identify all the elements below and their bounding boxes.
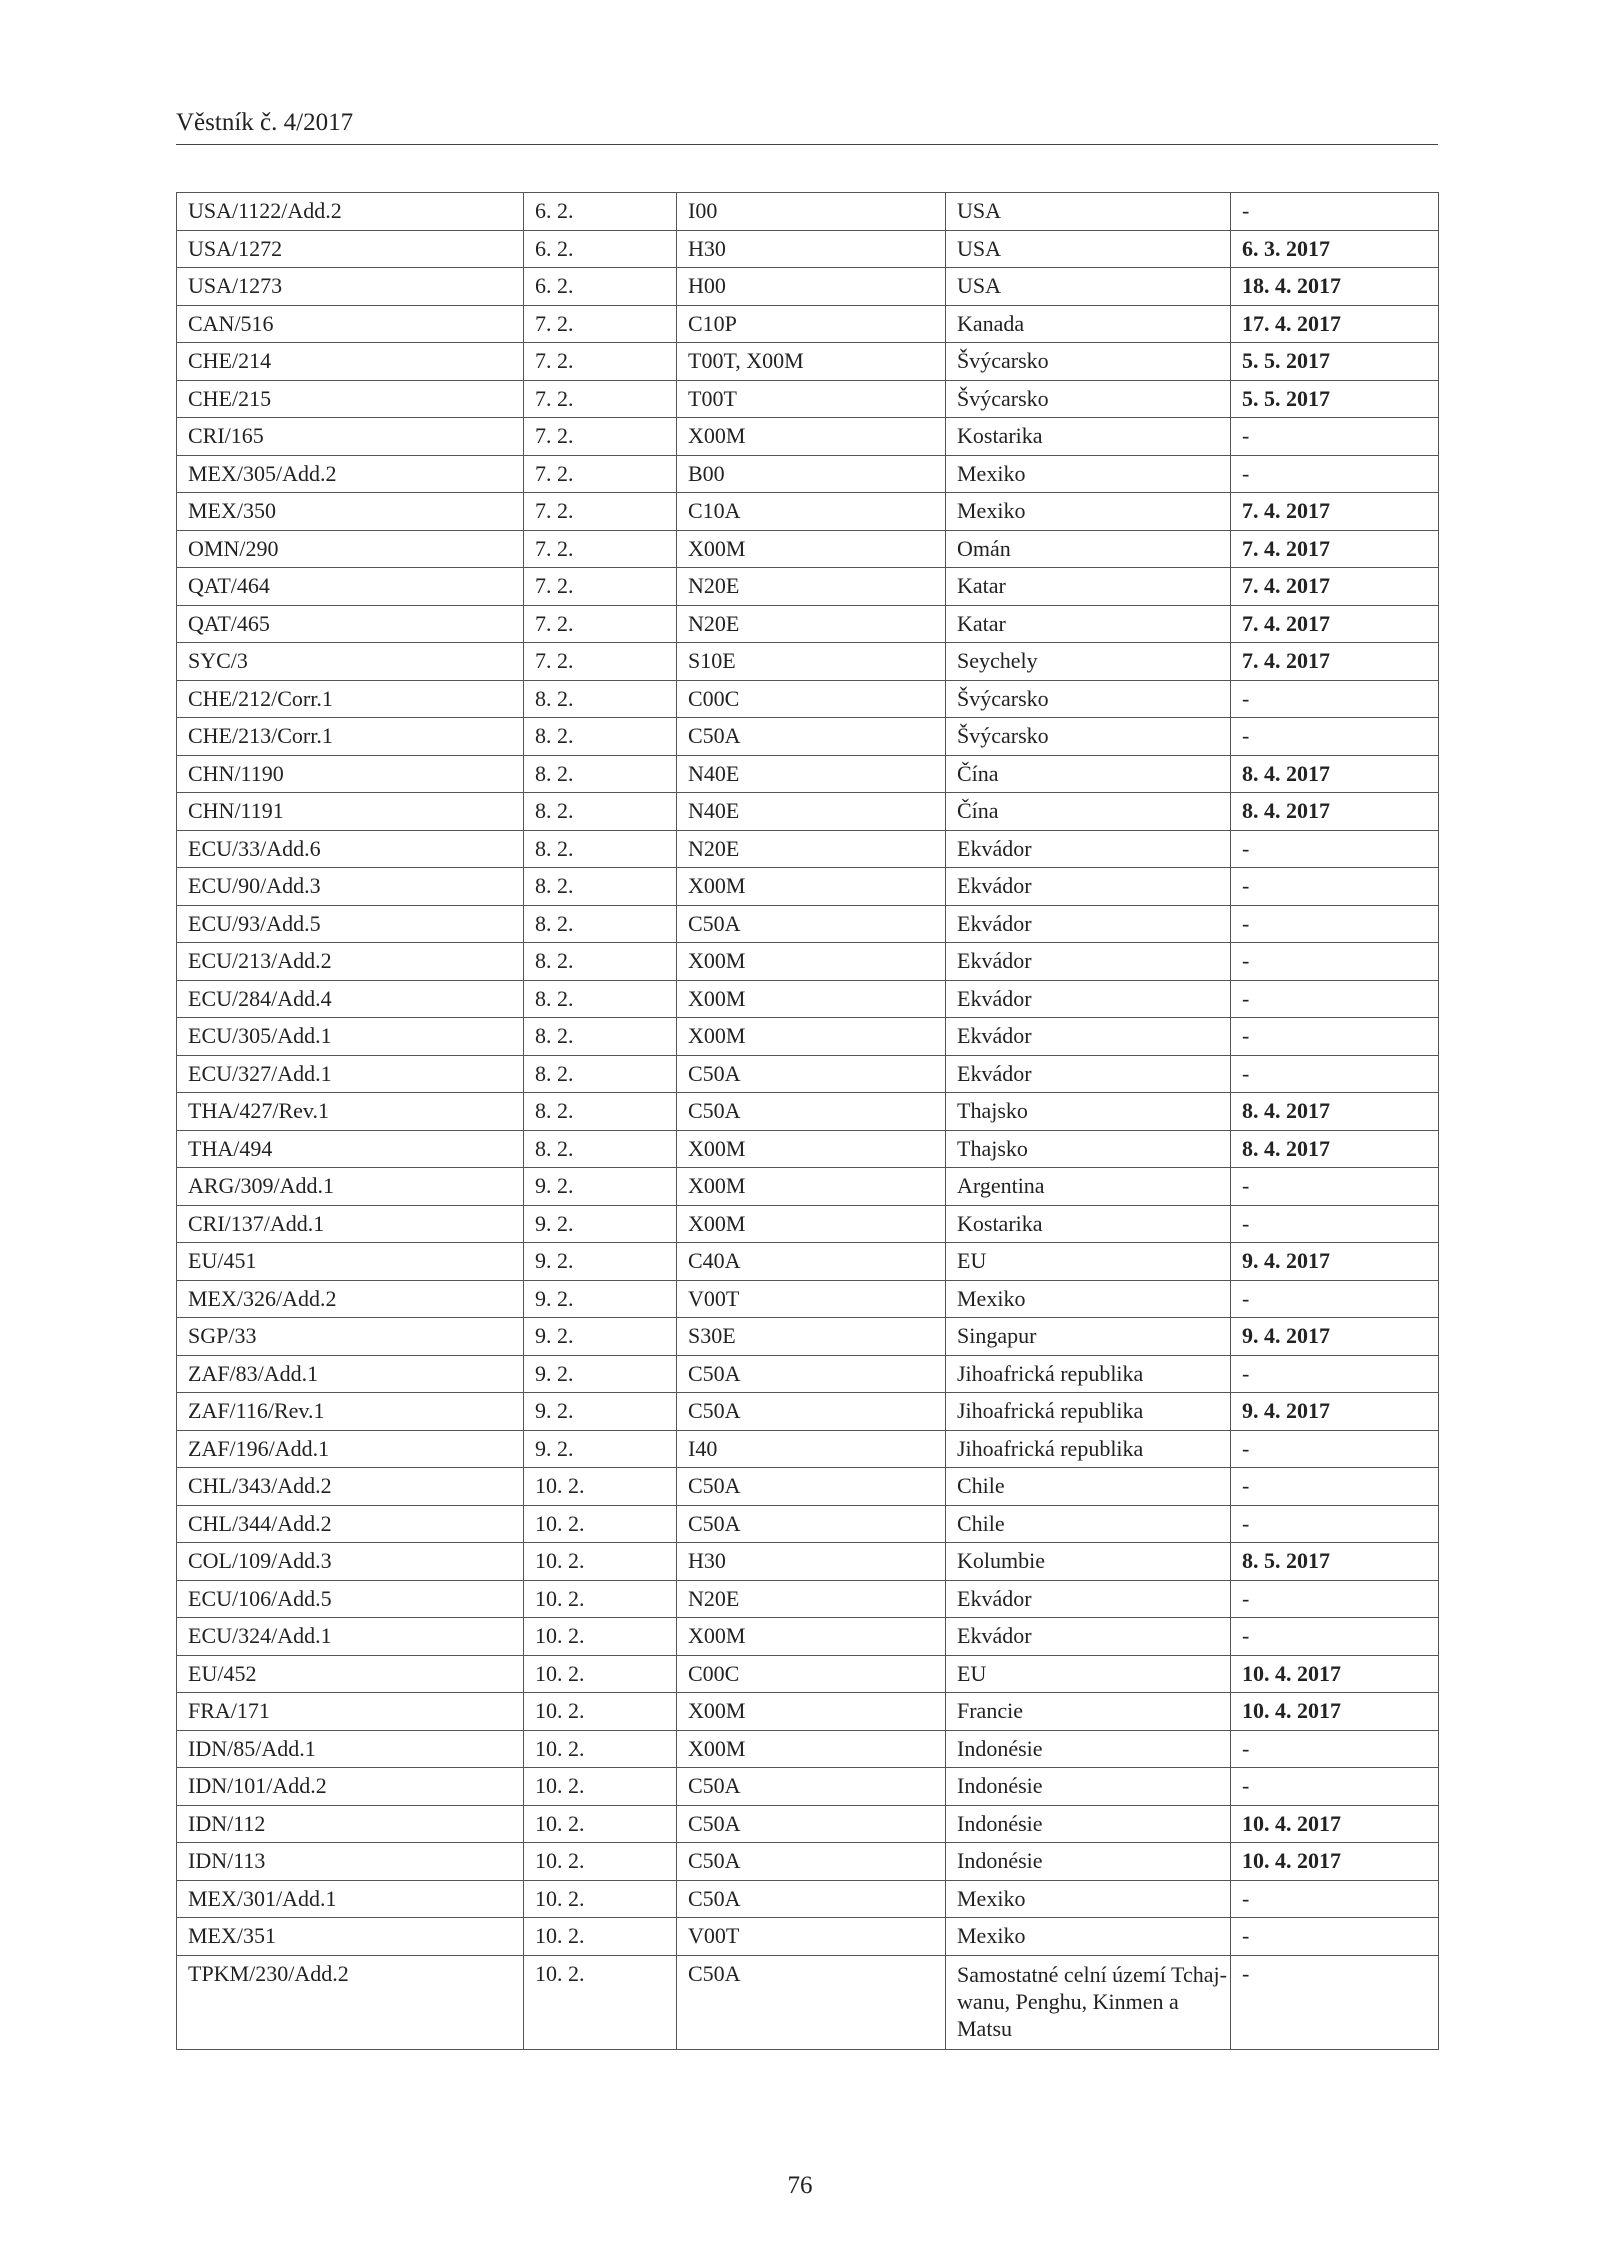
table-row xyxy=(177,1543,1439,1581)
comment-deadline-cell: 8. 4. 2017 xyxy=(1231,755,1439,793)
comment-deadline-cell: 8. 4. 2017 xyxy=(1231,1130,1439,1168)
table-row xyxy=(177,418,1439,456)
notification-date-cell: 9. 2. xyxy=(524,1168,677,1206)
country-cell: Ekvádor xyxy=(946,868,1231,906)
comment-deadline-cell: - xyxy=(1231,1918,1439,1956)
notification-symbol-cell: USA/1273 xyxy=(177,268,524,306)
country-cell: Thajsko xyxy=(946,1093,1231,1131)
table-row xyxy=(177,1205,1439,1243)
product-code-cell: T00T, X00M xyxy=(677,343,946,381)
table-row xyxy=(177,193,1439,231)
product-code-cell: C50A xyxy=(677,1880,946,1918)
notification-symbol-cell: SGP/33 xyxy=(177,1318,524,1356)
notification-date-cell: 9. 2. xyxy=(524,1355,677,1393)
comment-deadline-cell: 7. 4. 2017 xyxy=(1231,493,1439,531)
notification-symbol-cell: CHN/1191 xyxy=(177,793,524,831)
comment-deadline-cell: - xyxy=(1231,1505,1439,1543)
notification-date-cell: 10. 2. xyxy=(524,1843,677,1881)
country-cell: Seychely xyxy=(946,643,1231,681)
table-row xyxy=(177,680,1439,718)
product-code-cell: C50A xyxy=(677,1468,946,1506)
table-row xyxy=(177,905,1439,943)
country-cell: Ekvádor xyxy=(946,1580,1231,1618)
notification-date-cell: 7. 2. xyxy=(524,380,677,418)
product-code-cell: C50A xyxy=(677,905,946,943)
notification-date-cell: 10. 2. xyxy=(524,1618,677,1656)
comment-deadline-cell: - xyxy=(1231,1730,1439,1768)
notification-symbol-cell: ECU/284/Add.4 xyxy=(177,980,524,1018)
country-cell: Chile xyxy=(946,1468,1231,1506)
table-row xyxy=(177,830,1439,868)
comment-deadline-cell: 10. 4. 2017 xyxy=(1231,1805,1439,1843)
country-cell: Jihoafrická republika xyxy=(946,1430,1231,1468)
table-row xyxy=(177,793,1439,831)
notification-date-cell: 7. 2. xyxy=(524,605,677,643)
notification-date-cell: 10. 2. xyxy=(524,1543,677,1581)
product-code-cell: N20E xyxy=(677,605,946,643)
comment-deadline-cell: - xyxy=(1231,1430,1439,1468)
country-cell: EU xyxy=(946,1655,1231,1693)
product-code-cell: I00 xyxy=(677,193,946,231)
table-row xyxy=(177,868,1439,906)
product-code-cell: C50A xyxy=(677,1505,946,1543)
product-code-cell: X00M xyxy=(677,1205,946,1243)
comment-deadline-cell: 9. 4. 2017 xyxy=(1231,1243,1439,1281)
notification-symbol-cell: EU/452 xyxy=(177,1655,524,1693)
notification-date-cell: 8. 2. xyxy=(524,1093,677,1131)
country-cell: USA xyxy=(946,268,1231,306)
product-code-cell: C50A xyxy=(677,1355,946,1393)
table-row xyxy=(177,1805,1439,1843)
comment-deadline-cell: - xyxy=(1231,455,1439,493)
table-row xyxy=(177,1580,1439,1618)
table-row xyxy=(177,1318,1439,1356)
table-row xyxy=(177,1393,1439,1431)
table-row xyxy=(177,1243,1439,1281)
table-row xyxy=(177,755,1439,793)
product-code-cell: X00M xyxy=(677,418,946,456)
notification-symbol-cell: ECU/33/Add.6 xyxy=(177,830,524,868)
table-row xyxy=(177,943,1439,981)
country-cell: Thajsko xyxy=(946,1130,1231,1168)
notification-date-cell: 9. 2. xyxy=(524,1280,677,1318)
notification-date-cell: 6. 2. xyxy=(524,193,677,231)
notification-date-cell: 7. 2. xyxy=(524,343,677,381)
notification-symbol-cell: COL/109/Add.3 xyxy=(177,1543,524,1581)
page-header-title: Věstník č. 4/2017 xyxy=(176,108,1438,145)
notification-symbol-cell: ECU/305/Add.1 xyxy=(177,1018,524,1056)
table-row xyxy=(177,1955,1439,2049)
table-row xyxy=(177,605,1439,643)
notification-date-cell: 10. 2. xyxy=(524,1655,677,1693)
notification-symbol-cell: CHL/344/Add.2 xyxy=(177,1505,524,1543)
notification-date-cell: 8. 2. xyxy=(524,830,677,868)
comment-deadline-cell: - xyxy=(1231,1355,1439,1393)
product-code-cell: T00T xyxy=(677,380,946,418)
country-cell: Indonésie xyxy=(946,1768,1231,1806)
notification-symbol-cell: CHL/343/Add.2 xyxy=(177,1468,524,1506)
notification-date-cell: 8. 2. xyxy=(524,755,677,793)
notification-date-cell: 8. 2. xyxy=(524,905,677,943)
product-code-cell: C50A xyxy=(677,1843,946,1881)
notification-date-cell: 8. 2. xyxy=(524,1130,677,1168)
comment-deadline-cell: - xyxy=(1231,718,1439,756)
comment-deadline-cell: 6. 3. 2017 xyxy=(1231,230,1439,268)
comment-deadline-cell: 10. 4. 2017 xyxy=(1231,1843,1439,1881)
notification-date-cell: 7. 2. xyxy=(524,305,677,343)
comment-deadline-cell: - xyxy=(1231,1168,1439,1206)
notification-date-cell: 10. 2. xyxy=(524,1805,677,1843)
product-code-cell: C50A xyxy=(677,1955,946,2049)
table-row xyxy=(177,380,1439,418)
comment-deadline-cell: - xyxy=(1231,1468,1439,1506)
table-row xyxy=(177,718,1439,756)
country-cell: Mexiko xyxy=(946,1918,1231,1956)
product-code-cell: X00M xyxy=(677,943,946,981)
notification-date-cell: 10. 2. xyxy=(524,1693,677,1731)
notification-date-cell: 7. 2. xyxy=(524,568,677,606)
notification-symbol-cell: IDN/113 xyxy=(177,1843,524,1881)
comment-deadline-cell: 10. 4. 2017 xyxy=(1231,1655,1439,1693)
notification-date-cell: 9. 2. xyxy=(524,1393,677,1431)
country-cell: Mexiko xyxy=(946,1880,1231,1918)
notification-symbol-cell: CHE/213/Corr.1 xyxy=(177,718,524,756)
country-cell: Francie xyxy=(946,1693,1231,1731)
product-code-cell: C50A xyxy=(677,1805,946,1843)
notification-symbol-cell: MEX/326/Add.2 xyxy=(177,1280,524,1318)
notification-symbol-cell: CHN/1190 xyxy=(177,755,524,793)
comment-deadline-cell: 9. 4. 2017 xyxy=(1231,1318,1439,1356)
comment-deadline-cell: 5. 5. 2017 xyxy=(1231,343,1439,381)
notification-symbol-cell: THA/427/Rev.1 xyxy=(177,1093,524,1131)
table-row xyxy=(177,1618,1439,1656)
notification-symbol-cell: TPKM/230/Add.2 xyxy=(177,1955,524,2049)
comment-deadline-cell: - xyxy=(1231,830,1439,868)
notification-symbol-cell: ECU/93/Add.5 xyxy=(177,905,524,943)
country-cell: Katar xyxy=(946,605,1231,643)
notification-symbol-cell: ZAF/196/Add.1 xyxy=(177,1430,524,1468)
notification-symbol-cell: CHE/214 xyxy=(177,343,524,381)
table-row xyxy=(177,1768,1439,1806)
product-code-cell: C50A xyxy=(677,1393,946,1431)
notification-date-cell: 7. 2. xyxy=(524,455,677,493)
table-row xyxy=(177,1468,1439,1506)
table-row xyxy=(177,1130,1439,1168)
notification-symbol-cell: USA/1272 xyxy=(177,230,524,268)
table-row xyxy=(177,1730,1439,1768)
country-cell: Mexiko xyxy=(946,1280,1231,1318)
notification-symbol-cell: MEX/351 xyxy=(177,1918,524,1956)
product-code-cell: C50A xyxy=(677,1055,946,1093)
product-code-cell: B00 xyxy=(677,455,946,493)
product-code-cell: X00M xyxy=(677,980,946,1018)
notification-date-cell: 10. 2. xyxy=(524,1505,677,1543)
table-row xyxy=(177,1280,1439,1318)
product-code-cell: I40 xyxy=(677,1430,946,1468)
notification-date-cell: 9. 2. xyxy=(524,1430,677,1468)
country-cell: Jihoafrická republika xyxy=(946,1393,1231,1431)
notification-symbol-cell: CAN/516 xyxy=(177,305,524,343)
country-cell: Švýcarsko xyxy=(946,380,1231,418)
comment-deadline-cell: 18. 4. 2017 xyxy=(1231,268,1439,306)
notification-date-cell: 8. 2. xyxy=(524,793,677,831)
product-code-cell: H00 xyxy=(677,268,946,306)
comment-deadline-cell: - xyxy=(1231,1618,1439,1656)
notification-date-cell: 7. 2. xyxy=(524,643,677,681)
table-row xyxy=(177,455,1439,493)
notification-date-cell: 8. 2. xyxy=(524,1055,677,1093)
comment-deadline-cell: - xyxy=(1231,418,1439,456)
comment-deadline-cell: 7. 4. 2017 xyxy=(1231,605,1439,643)
product-code-cell: N20E xyxy=(677,830,946,868)
table-row xyxy=(177,343,1439,381)
notification-symbol-cell: MEX/301/Add.1 xyxy=(177,1880,524,1918)
notification-symbol-cell: CHE/212/Corr.1 xyxy=(177,680,524,718)
comment-deadline-cell: - xyxy=(1231,680,1439,718)
table-row xyxy=(177,1880,1439,1918)
notification-symbol-cell: CRI/165 xyxy=(177,418,524,456)
notification-date-cell: 10. 2. xyxy=(524,1768,677,1806)
table-row xyxy=(177,1355,1439,1393)
country-cell: Omán xyxy=(946,530,1231,568)
product-code-cell: X00M xyxy=(677,1168,946,1206)
product-code-cell: N20E xyxy=(677,1580,946,1618)
country-cell: Samostatné celní území Tchaj-wanu, Penghu, Kinmen a Matsu xyxy=(946,1955,1231,2049)
comment-deadline-cell: - xyxy=(1231,980,1439,1018)
comment-deadline-cell: - xyxy=(1231,1018,1439,1056)
table-row xyxy=(177,1055,1439,1093)
table-row xyxy=(177,1655,1439,1693)
notification-symbol-cell: QAT/465 xyxy=(177,605,524,643)
product-code-cell: C00C xyxy=(677,680,946,718)
table-row xyxy=(177,305,1439,343)
table-row xyxy=(177,230,1439,268)
notification-table xyxy=(176,192,1439,2050)
notification-symbol-cell: MEX/305/Add.2 xyxy=(177,455,524,493)
country-cell: Mexiko xyxy=(946,455,1231,493)
product-code-cell: X00M xyxy=(677,1693,946,1731)
comment-deadline-cell: 7. 4. 2017 xyxy=(1231,568,1439,606)
product-code-cell: C50A xyxy=(677,1093,946,1131)
notification-date-cell: 10. 2. xyxy=(524,1580,677,1618)
notification-date-cell: 10. 2. xyxy=(524,1880,677,1918)
table-row xyxy=(177,268,1439,306)
table-row xyxy=(177,643,1439,681)
country-cell: Mexiko xyxy=(946,493,1231,531)
notification-date-cell: 8. 2. xyxy=(524,680,677,718)
product-code-cell: S30E xyxy=(677,1318,946,1356)
notification-symbol-cell: ECU/106/Add.5 xyxy=(177,1580,524,1618)
country-cell: USA xyxy=(946,193,1231,231)
comment-deadline-cell: - xyxy=(1231,868,1439,906)
table-row xyxy=(177,1430,1439,1468)
table-row xyxy=(177,530,1439,568)
country-cell: Ekvádor xyxy=(946,1618,1231,1656)
notification-date-cell: 10. 2. xyxy=(524,1918,677,1956)
country-cell: Čína xyxy=(946,793,1231,831)
country-cell: Kolumbie xyxy=(946,1543,1231,1581)
notification-symbol-cell: QAT/464 xyxy=(177,568,524,606)
notification-date-cell: 9. 2. xyxy=(524,1318,677,1356)
comment-deadline-cell: 10. 4. 2017 xyxy=(1231,1693,1439,1731)
notification-symbol-cell: EU/451 xyxy=(177,1243,524,1281)
country-cell: Ekvádor xyxy=(946,905,1231,943)
notification-date-cell: 10. 2. xyxy=(524,1468,677,1506)
product-code-cell: C00C xyxy=(677,1655,946,1693)
notification-symbol-cell: ECU/327/Add.1 xyxy=(177,1055,524,1093)
notification-symbol-cell: ECU/90/Add.3 xyxy=(177,868,524,906)
table-row xyxy=(177,1918,1439,1956)
product-code-cell: X00M xyxy=(677,1730,946,1768)
comment-deadline-cell: 9. 4. 2017 xyxy=(1231,1393,1439,1431)
country-cell: Švýcarsko xyxy=(946,680,1231,718)
page-number: 76 xyxy=(787,2172,813,2199)
table-row xyxy=(177,1505,1439,1543)
country-cell: Ekvádor xyxy=(946,1055,1231,1093)
notification-date-cell: 8. 2. xyxy=(524,1018,677,1056)
notification-symbol-cell: FRA/171 xyxy=(177,1693,524,1731)
notification-symbol-cell: USA/1122/Add.2 xyxy=(177,193,524,231)
comment-deadline-cell: 7. 4. 2017 xyxy=(1231,643,1439,681)
country-cell: Indonésie xyxy=(946,1805,1231,1843)
product-code-cell: C50A xyxy=(677,1768,946,1806)
country-cell: Chile xyxy=(946,1505,1231,1543)
comment-deadline-cell: - xyxy=(1231,1205,1439,1243)
product-code-cell: N40E xyxy=(677,793,946,831)
country-cell: Ekvádor xyxy=(946,980,1231,1018)
table-row xyxy=(177,1843,1439,1881)
notification-date-cell: 9. 2. xyxy=(524,1243,677,1281)
comment-deadline-cell: 8. 4. 2017 xyxy=(1231,793,1439,831)
country-cell: Jihoafrická republika xyxy=(946,1355,1231,1393)
product-code-cell: X00M xyxy=(677,1618,946,1656)
notification-date-cell: 10. 2. xyxy=(524,1955,677,2049)
country-cell: Indonésie xyxy=(946,1730,1231,1768)
notification-date-cell: 8. 2. xyxy=(524,718,677,756)
table-row xyxy=(177,980,1439,1018)
comment-deadline-cell: - xyxy=(1231,193,1439,231)
comment-deadline-cell: 8. 5. 2017 xyxy=(1231,1543,1439,1581)
comment-deadline-cell: - xyxy=(1231,1055,1439,1093)
comment-deadline-cell: - xyxy=(1231,1880,1439,1918)
notification-symbol-cell: ZAF/116/Rev.1 xyxy=(177,1393,524,1431)
notification-symbol-cell: ECU/324/Add.1 xyxy=(177,1618,524,1656)
notification-symbol-cell: ECU/213/Add.2 xyxy=(177,943,524,981)
product-code-cell: C10P xyxy=(677,305,946,343)
comment-deadline-cell: - xyxy=(1231,905,1439,943)
country-cell: Kanada xyxy=(946,305,1231,343)
notification-date-cell: 7. 2. xyxy=(524,530,677,568)
notification-symbol-cell: ZAF/83/Add.1 xyxy=(177,1355,524,1393)
country-cell: Švýcarsko xyxy=(946,718,1231,756)
table-row xyxy=(177,493,1439,531)
notification-symbol-cell: IDN/101/Add.2 xyxy=(177,1768,524,1806)
product-code-cell: V00T xyxy=(677,1280,946,1318)
notification-symbol-cell: CHE/215 xyxy=(177,380,524,418)
notification-date-cell: 8. 2. xyxy=(524,943,677,981)
notification-symbol-cell: ARG/309/Add.1 xyxy=(177,1168,524,1206)
country-cell: Kostarika xyxy=(946,1205,1231,1243)
country-cell: Indonésie xyxy=(946,1843,1231,1881)
notification-symbol-cell: MEX/350 xyxy=(177,493,524,531)
comment-deadline-cell: 8. 4. 2017 xyxy=(1231,1093,1439,1131)
product-code-cell: X00M xyxy=(677,868,946,906)
product-code-cell: C40A xyxy=(677,1243,946,1281)
notification-table-body xyxy=(177,193,1439,2050)
product-code-cell: C50A xyxy=(677,718,946,756)
table-row xyxy=(177,1018,1439,1056)
country-cell: EU xyxy=(946,1243,1231,1281)
product-code-cell: X00M xyxy=(677,1018,946,1056)
notification-symbol-cell: THA/494 xyxy=(177,1130,524,1168)
product-code-cell: N40E xyxy=(677,755,946,793)
notification-date-cell: 7. 2. xyxy=(524,418,677,456)
country-cell: Kostarika xyxy=(946,418,1231,456)
notification-date-cell: 7. 2. xyxy=(524,493,677,531)
comment-deadline-cell: - xyxy=(1231,1768,1439,1806)
notification-date-cell: 9. 2. xyxy=(524,1205,677,1243)
country-cell: Argentina xyxy=(946,1168,1231,1206)
notification-symbol-cell: SYC/3 xyxy=(177,643,524,681)
comment-deadline-cell: - xyxy=(1231,943,1439,981)
notification-date-cell: 8. 2. xyxy=(524,980,677,1018)
product-code-cell: C10A xyxy=(677,493,946,531)
notification-symbol-cell: IDN/85/Add.1 xyxy=(177,1730,524,1768)
country-cell: Čína xyxy=(946,755,1231,793)
product-code-cell: V00T xyxy=(677,1918,946,1956)
notification-symbol-cell: OMN/290 xyxy=(177,530,524,568)
product-code-cell: H30 xyxy=(677,230,946,268)
country-cell: Ekvádor xyxy=(946,1018,1231,1056)
comment-deadline-cell: - xyxy=(1231,1580,1439,1618)
table-row xyxy=(177,1093,1439,1131)
country-cell: Ekvádor xyxy=(946,943,1231,981)
country-cell: USA xyxy=(946,230,1231,268)
country-cell: Katar xyxy=(946,568,1231,606)
country-cell: Singapur xyxy=(946,1318,1231,1356)
country-cell: Švýcarsko xyxy=(946,343,1231,381)
product-code-cell: H30 xyxy=(677,1543,946,1581)
table-row xyxy=(177,1693,1439,1731)
notification-date-cell: 6. 2. xyxy=(524,230,677,268)
product-code-cell: X00M xyxy=(677,530,946,568)
comment-deadline-cell: 5. 5. 2017 xyxy=(1231,380,1439,418)
comment-deadline-cell: 17. 4. 2017 xyxy=(1231,305,1439,343)
comment-deadline-cell: - xyxy=(1231,1955,1439,2049)
comment-deadline-cell: 7. 4. 2017 xyxy=(1231,530,1439,568)
product-code-cell: X00M xyxy=(677,1130,946,1168)
notification-date-cell: 6. 2. xyxy=(524,268,677,306)
notification-date-cell: 8. 2. xyxy=(524,868,677,906)
notification-symbol-cell: CRI/137/Add.1 xyxy=(177,1205,524,1243)
notification-symbol-cell: IDN/112 xyxy=(177,1805,524,1843)
product-code-cell: N20E xyxy=(677,568,946,606)
notification-date-cell: 10. 2. xyxy=(524,1730,677,1768)
product-code-cell: S10E xyxy=(677,643,946,681)
country-cell: Ekvádor xyxy=(946,830,1231,868)
table-row xyxy=(177,568,1439,606)
comment-deadline-cell: - xyxy=(1231,1280,1439,1318)
table-row xyxy=(177,1168,1439,1206)
